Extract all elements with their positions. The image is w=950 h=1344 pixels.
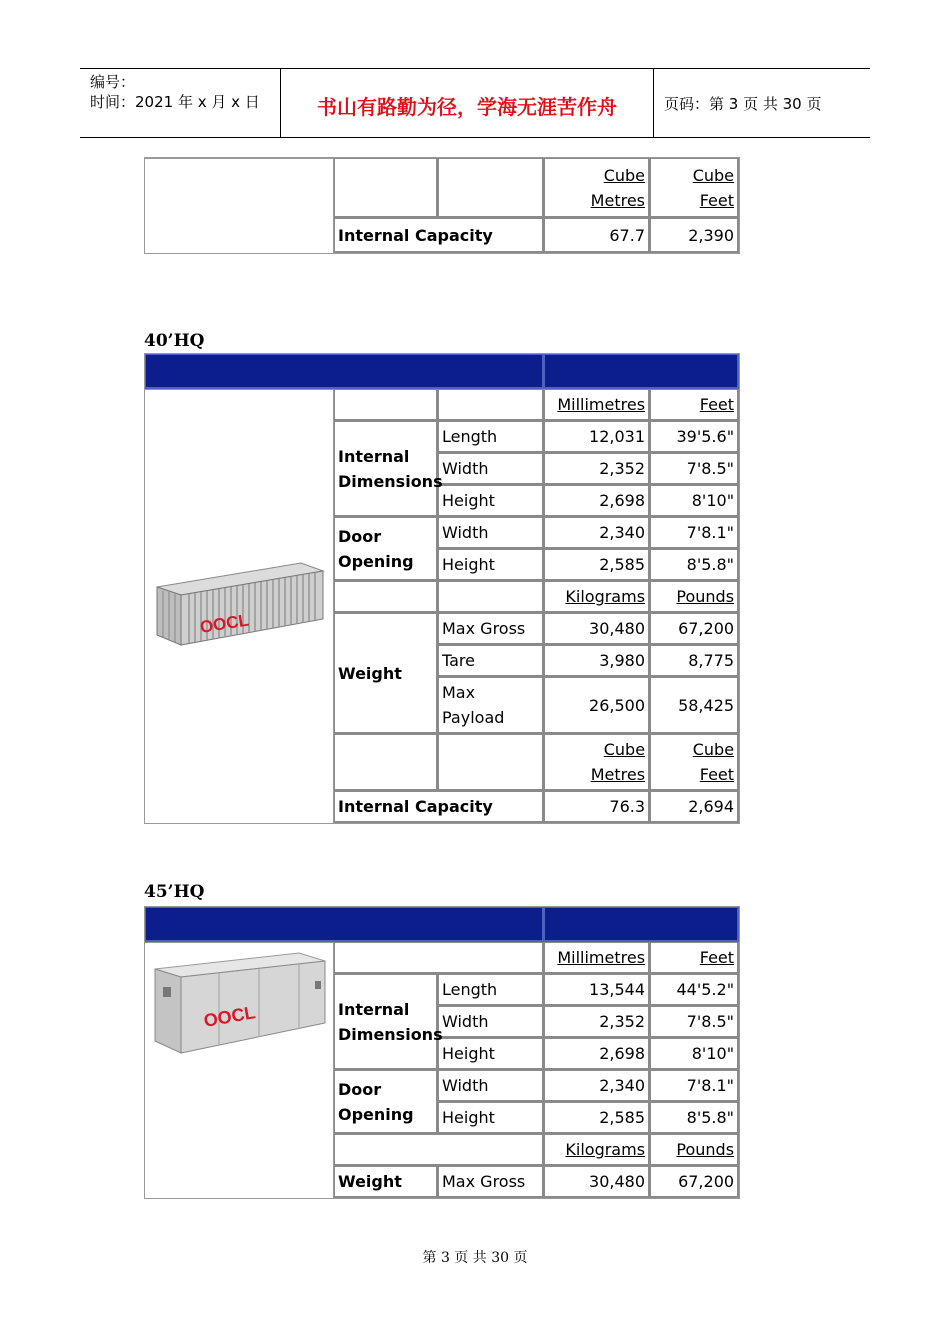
header-motto: 书山有路勤为径，学海无涯苦作舟	[317, 95, 617, 119]
max-gross-kg: 30,480	[544, 1166, 650, 1198]
length-ft: 44'5.2"	[650, 974, 739, 1006]
header-meta-cell	[80, 69, 281, 137]
unit-cube-feet: Cube Feet	[650, 734, 739, 791]
tare-lb: 8,775	[650, 645, 739, 677]
empty-cell	[438, 734, 544, 791]
max-gross-kg: 30,480	[544, 613, 650, 645]
width-ft: 7'8.5"	[650, 453, 739, 485]
brand-logo: OOCL	[198, 610, 251, 637]
section-title-40hq: 40’HQ	[144, 331, 205, 351]
max-gross-label: Max Gross	[438, 613, 544, 645]
width-mm: 2,352	[544, 1006, 650, 1038]
height-mm: 2,698	[544, 1038, 650, 1070]
max-payload-kg: 26,500	[544, 677, 650, 734]
empty-cell	[438, 389, 544, 421]
max-gross-lb: 67,200	[650, 613, 739, 645]
capacity-table-continued	[144, 157, 740, 254]
tare-kg: 3,980	[544, 645, 650, 677]
empty-cell	[334, 389, 438, 421]
unit-cube-feet: Cube Feet	[650, 158, 739, 218]
height-label: Height	[438, 1038, 544, 1070]
capacity-ft3: 2,390	[650, 218, 739, 253]
internal-capacity-label: Internal Capacity	[334, 791, 544, 823]
height-label: Height	[438, 485, 544, 517]
internal-dimensions-label: Internal Dimensions	[334, 421, 438, 517]
image-cell-empty	[145, 158, 334, 253]
max-gross-label: Max Gross	[438, 1166, 544, 1198]
page-header	[80, 68, 870, 138]
door-width-label: Width	[438, 1070, 544, 1102]
capacity-m3: 76.3	[544, 791, 650, 823]
unit-millimetres: Millimetres	[544, 942, 650, 974]
container-45hq-image	[149, 947, 329, 1066]
empty-cell	[438, 158, 544, 218]
empty-cell	[334, 158, 438, 218]
door-opening-label: Door Opening	[334, 1070, 438, 1134]
internal-dimensions-label: Internal Dimensions	[334, 974, 438, 1070]
length-label: Length	[438, 974, 544, 1006]
unit-kilograms: Kilograms	[544, 581, 650, 613]
header-page-cell	[654, 69, 870, 137]
empty-cell	[334, 734, 438, 791]
door-height-ft: 8'5.8"	[650, 1102, 739, 1134]
door-height-mm: 2,585	[544, 549, 650, 581]
band-title: High Cube 45' x 8' x 9'6"	[145, 907, 544, 942]
max-payload-label: Max Payload	[438, 677, 544, 734]
weight-label: Weight	[334, 1166, 438, 1198]
door-width-mm: 2,340	[544, 517, 650, 549]
container-image-cell	[145, 942, 334, 1198]
section-title-45hq: 45’HQ	[144, 882, 205, 902]
tare-label: Tare	[438, 645, 544, 677]
width-label: Width	[438, 1006, 544, 1038]
unit-cube-metres: Cube Metres	[544, 158, 650, 218]
door-height-label: Height	[438, 549, 544, 581]
unit-cube-metres: Cube Metres	[544, 734, 650, 791]
length-mm: 12,031	[544, 421, 650, 453]
spec-table-40hq	[144, 353, 740, 824]
door-width-ft: 7'8.1"	[650, 517, 739, 549]
door-height-mm: 2,585	[544, 1102, 650, 1134]
empty-cell	[334, 581, 438, 613]
unit-pounds: Pounds	[650, 581, 739, 613]
unit-feet: Feet	[650, 942, 739, 974]
container-40hq-image	[151, 557, 327, 656]
capacity-m3: 67.7	[544, 218, 650, 253]
header-page-label: 页码：第 3 页 共 30 页	[664, 95, 822, 113]
max-payload-lb: 58,425	[650, 677, 739, 734]
length-label: Length	[438, 421, 544, 453]
length-mm: 13,544	[544, 974, 650, 1006]
capacity-ft3: 2,694	[650, 791, 739, 823]
unit-feet: Feet	[650, 389, 739, 421]
spec-table-45hq	[144, 906, 740, 1199]
door-height-ft: 8'5.8"	[650, 549, 739, 581]
unit-kilograms: Kilograms	[544, 1134, 650, 1166]
internal-capacity-label: Internal Capacity	[334, 218, 544, 253]
height-mm: 2,698	[544, 485, 650, 517]
door-opening-label: Door Opening	[334, 517, 438, 581]
door-width-ft: 7'8.1"	[650, 1070, 739, 1102]
length-ft: 39'5.6"	[650, 421, 739, 453]
unit-millimetres: Millimetres	[544, 389, 650, 421]
empty-cell	[438, 581, 544, 613]
weight-label: Weight	[334, 613, 438, 734]
band-title: High Cube 40' x 8' x 9'6"	[145, 354, 544, 389]
width-ft: 7'8.5"	[650, 1006, 739, 1038]
container-image-cell	[145, 389, 334, 823]
doc-number-label: 编号：	[90, 73, 136, 91]
width-mm: 2,352	[544, 453, 650, 485]
doc-date-label: 时间：2021 年 x 月 x 日	[90, 93, 260, 111]
band-material: Steel	[544, 354, 739, 389]
band-material: Steel	[544, 907, 739, 942]
header-motto-cell	[281, 69, 654, 137]
empty-cell	[334, 1134, 544, 1166]
height-ft: 8'10"	[650, 485, 739, 517]
door-height-label: Height	[438, 1102, 544, 1134]
door-width-mm: 2,340	[544, 1070, 650, 1102]
max-gross-lb: 67,200	[650, 1166, 739, 1198]
width-label: Width	[438, 453, 544, 485]
height-ft: 8'10"	[650, 1038, 739, 1070]
empty-cell	[334, 942, 544, 974]
unit-pounds: Pounds	[650, 1134, 739, 1166]
door-width-label: Width	[438, 517, 544, 549]
brand-logo: OOCL	[202, 1002, 257, 1031]
page-footer: 第 3 页 共 30 页	[422, 1250, 528, 1266]
